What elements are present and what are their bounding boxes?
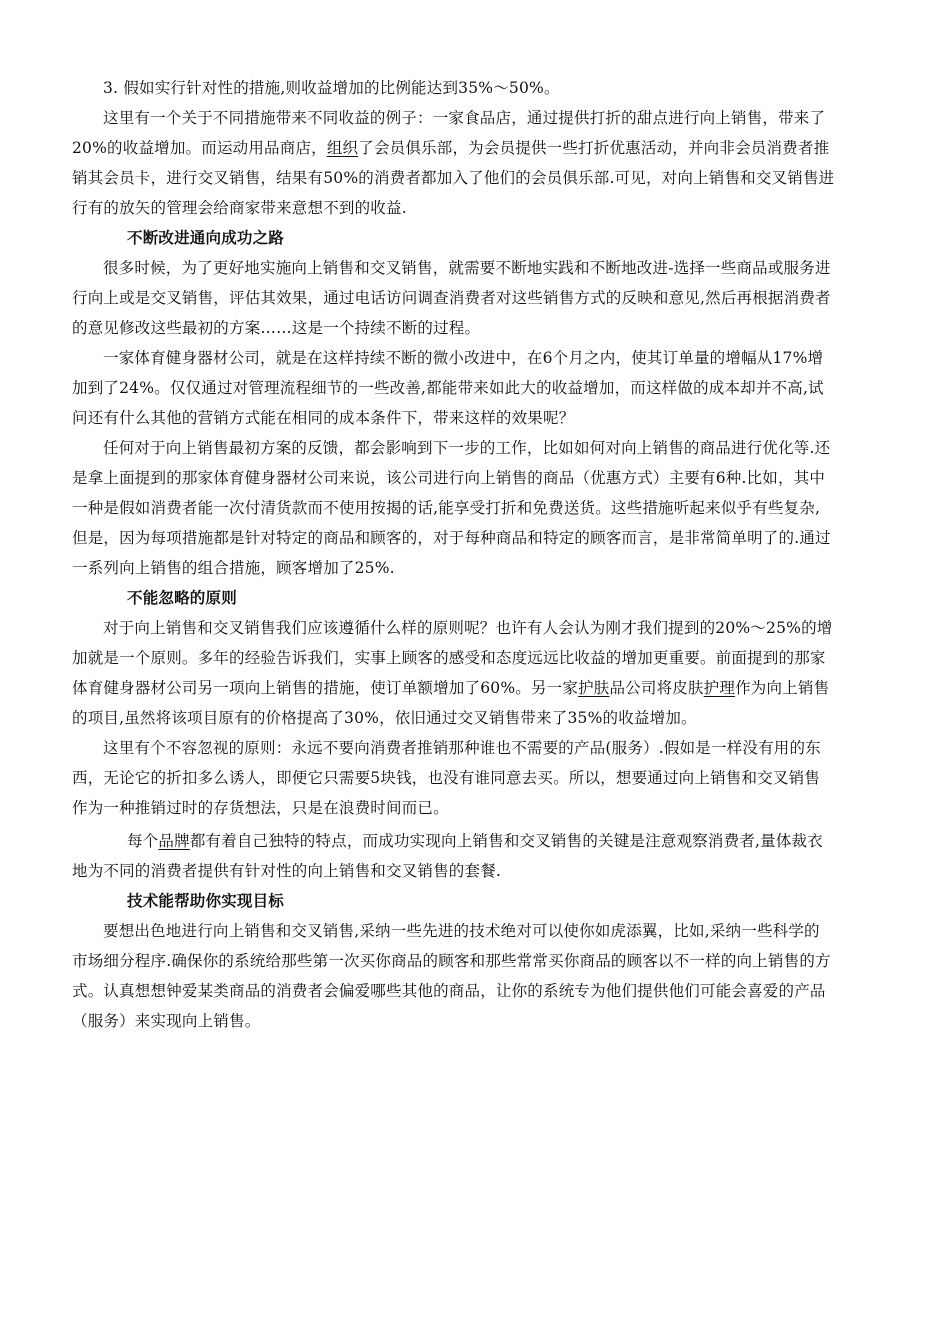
paragraph (72, 613, 878, 733)
paragraph-line (72, 826, 878, 856)
text-span: 都有着自己独特的特点，而成功实现向上销售和交叉销售的关键是注意观察消费者,量体裁衣 (189, 832, 823, 850)
paragraph (72, 103, 878, 223)
paragraph-line: 对于向上销售和交叉销售我们应该遵循什么样的原则呢？也许有人会认为刚才我们提到的20%～25%的增 (103, 619, 833, 637)
paragraph-line: 西，无论它的折扣多么诱人，即便它只需要5块钱，也没有谁同意去买。所以，想要通过向上销售和交叉销售 (72, 769, 820, 787)
paragraph-line: 是拿上面提到的那家体育健身器材公司来说，该公司进行向上销售的商品（优惠方式）主要有6种.比如，其中 (72, 469, 826, 487)
paragraph (72, 433, 878, 583)
paragraph-line: 很多时候，为了更好地实施向上销售和交叉销售，就需要不断地实践和不断地改进-选择一些商品或服务进 (103, 259, 831, 277)
paragraph-line: 这里有一个关于不同措施带来不同收益的例子：一家食品店，通过提供打折的甜点进行向上销售，带来了 (103, 109, 826, 127)
paragraph (72, 826, 878, 886)
list-item-3: 3. 假如实行针对性的措施,则收益增加的比例能达到35%～50%。 (103, 79, 560, 97)
paragraph-line: 市场细分程序.确保你的系统给那些第一次买你商品的顾客和那些常常买你商品的顾客以不一样的向上销售的方 (72, 952, 831, 970)
text-span: 每个 (127, 832, 159, 850)
paragraph-line: 销其会员卡，进行交叉销售，结果有50%的消费者都加入了他们的会员俱乐部.可见，对向上销售和交叉销售进 (72, 169, 835, 187)
text-span: 了会员俱乐部，为会员提供一些打折优惠活动，并向非会员消费者推 (358, 139, 830, 157)
link-skincare[interactable]: 护肤 (578, 679, 610, 697)
paragraph (72, 733, 878, 823)
paragraph-line: 加到了24%。仅仅通过对管理流程细节的一些改善,都能带来如此大的收益增加，而这样做的成本却并不高,试 (72, 379, 824, 397)
paragraph-line: 行有的放矢的管理会给商家带来意想不到的收益. (72, 199, 407, 217)
paragraph-line: 任何对于向上销售最初方案的反馈，都会影响到下一步的工作，比如如何对向上销售的商品进行优化等.还 (103, 439, 831, 457)
paragraph-line: 一种是假如消费者能一次付清货款而不使用按揭的话,能享受打折和免费送货。这些措施听起来似乎有些复杂, (72, 499, 821, 517)
section-heading: 技术能帮助你实现目标 (127, 892, 285, 910)
paragraph-line: （服务）来实现向上销售。 (72, 1012, 261, 1030)
paragraph-line: 这里有个不容忽视的原则：永远不要向消费者推销那种谁也不需要的产品(服务）.假如是一样没有用的东 (103, 739, 821, 757)
text-span: 体育健身器材公司另一项向上销售的措施，使订单额增加了60%。另一家 (72, 679, 579, 697)
paragraph (72, 916, 878, 1036)
paragraph-line: 问还有什么其他的营销方式能在相同的成本条件下，带来这样的效果呢？ (72, 409, 575, 427)
link-organize[interactable]: 组织 (326, 139, 359, 157)
paragraph-line: 的项目,虽然将该项目原有的价格提高了30%，依旧通过交叉销售带来了35%的收益增加。 (72, 709, 697, 727)
paragraph-line: 的意见修改这些最初的方案……这是一个持续不断的过程。 (72, 319, 481, 337)
paragraph-line: 加就是一个原则。多年的经验告诉我们，实事上顾客的感受和态度远远比收益的增加更重要。前面提到的那家 (72, 649, 826, 667)
paragraph-line: 地为不同的消费者提供有针对性的向上销售和交叉销售的套餐. (72, 862, 502, 880)
link-care[interactable]: 护理 (703, 679, 736, 697)
paragraph (72, 253, 878, 343)
section-heading: 不能忽略的原则 (127, 589, 237, 607)
paragraph-line: 一家体育健身器材公司，就是在这样持续不断的微小改进中，在6个月之内，使其订单量的增幅从17%增 (103, 349, 824, 367)
paragraph-line: 要想出色地进行向上销售和交叉销售,采纳一些先进的技术绝对可以使你如虎添翼，比如,采纳一些科学的 (103, 922, 820, 940)
text-span: 20%的收益增加。而运动用品商店， (72, 139, 327, 157)
paragraph-line: 式。认真想想钟爱某类商品的消费者会偏爱哪些其他的商品，让你的系统专为他们提供他们可能会喜爱的产品 (72, 982, 826, 1000)
text-span: 品公司将皮肤 (609, 679, 704, 697)
text-span: 作为向上销售 (735, 679, 830, 697)
paragraph (72, 343, 878, 433)
paragraph-line: 作为一种推销过时的存货想法，只是在浪费时间而已。 (72, 799, 449, 817)
paragraph-line (72, 673, 878, 703)
paragraph-line: 一系列向上销售的组合措施，顾客增加了25%. (72, 559, 395, 577)
section-heading: 不断改进通向成功之路 (127, 229, 285, 247)
paragraph-line: 行向上或是交叉销售，评估其效果，通过电话访问调查消费者对这些销售方式的反映和意见,然后再根据消费者 (72, 289, 831, 307)
paragraph-line (72, 133, 878, 163)
link-brand[interactable]: 品牌 (158, 832, 190, 850)
paragraph-line: 但是，因为每项措施都是针对特定的商品和顾客的，对于每种商品和特定的顾客而言，是非常简单明了的.通过 (72, 529, 831, 547)
